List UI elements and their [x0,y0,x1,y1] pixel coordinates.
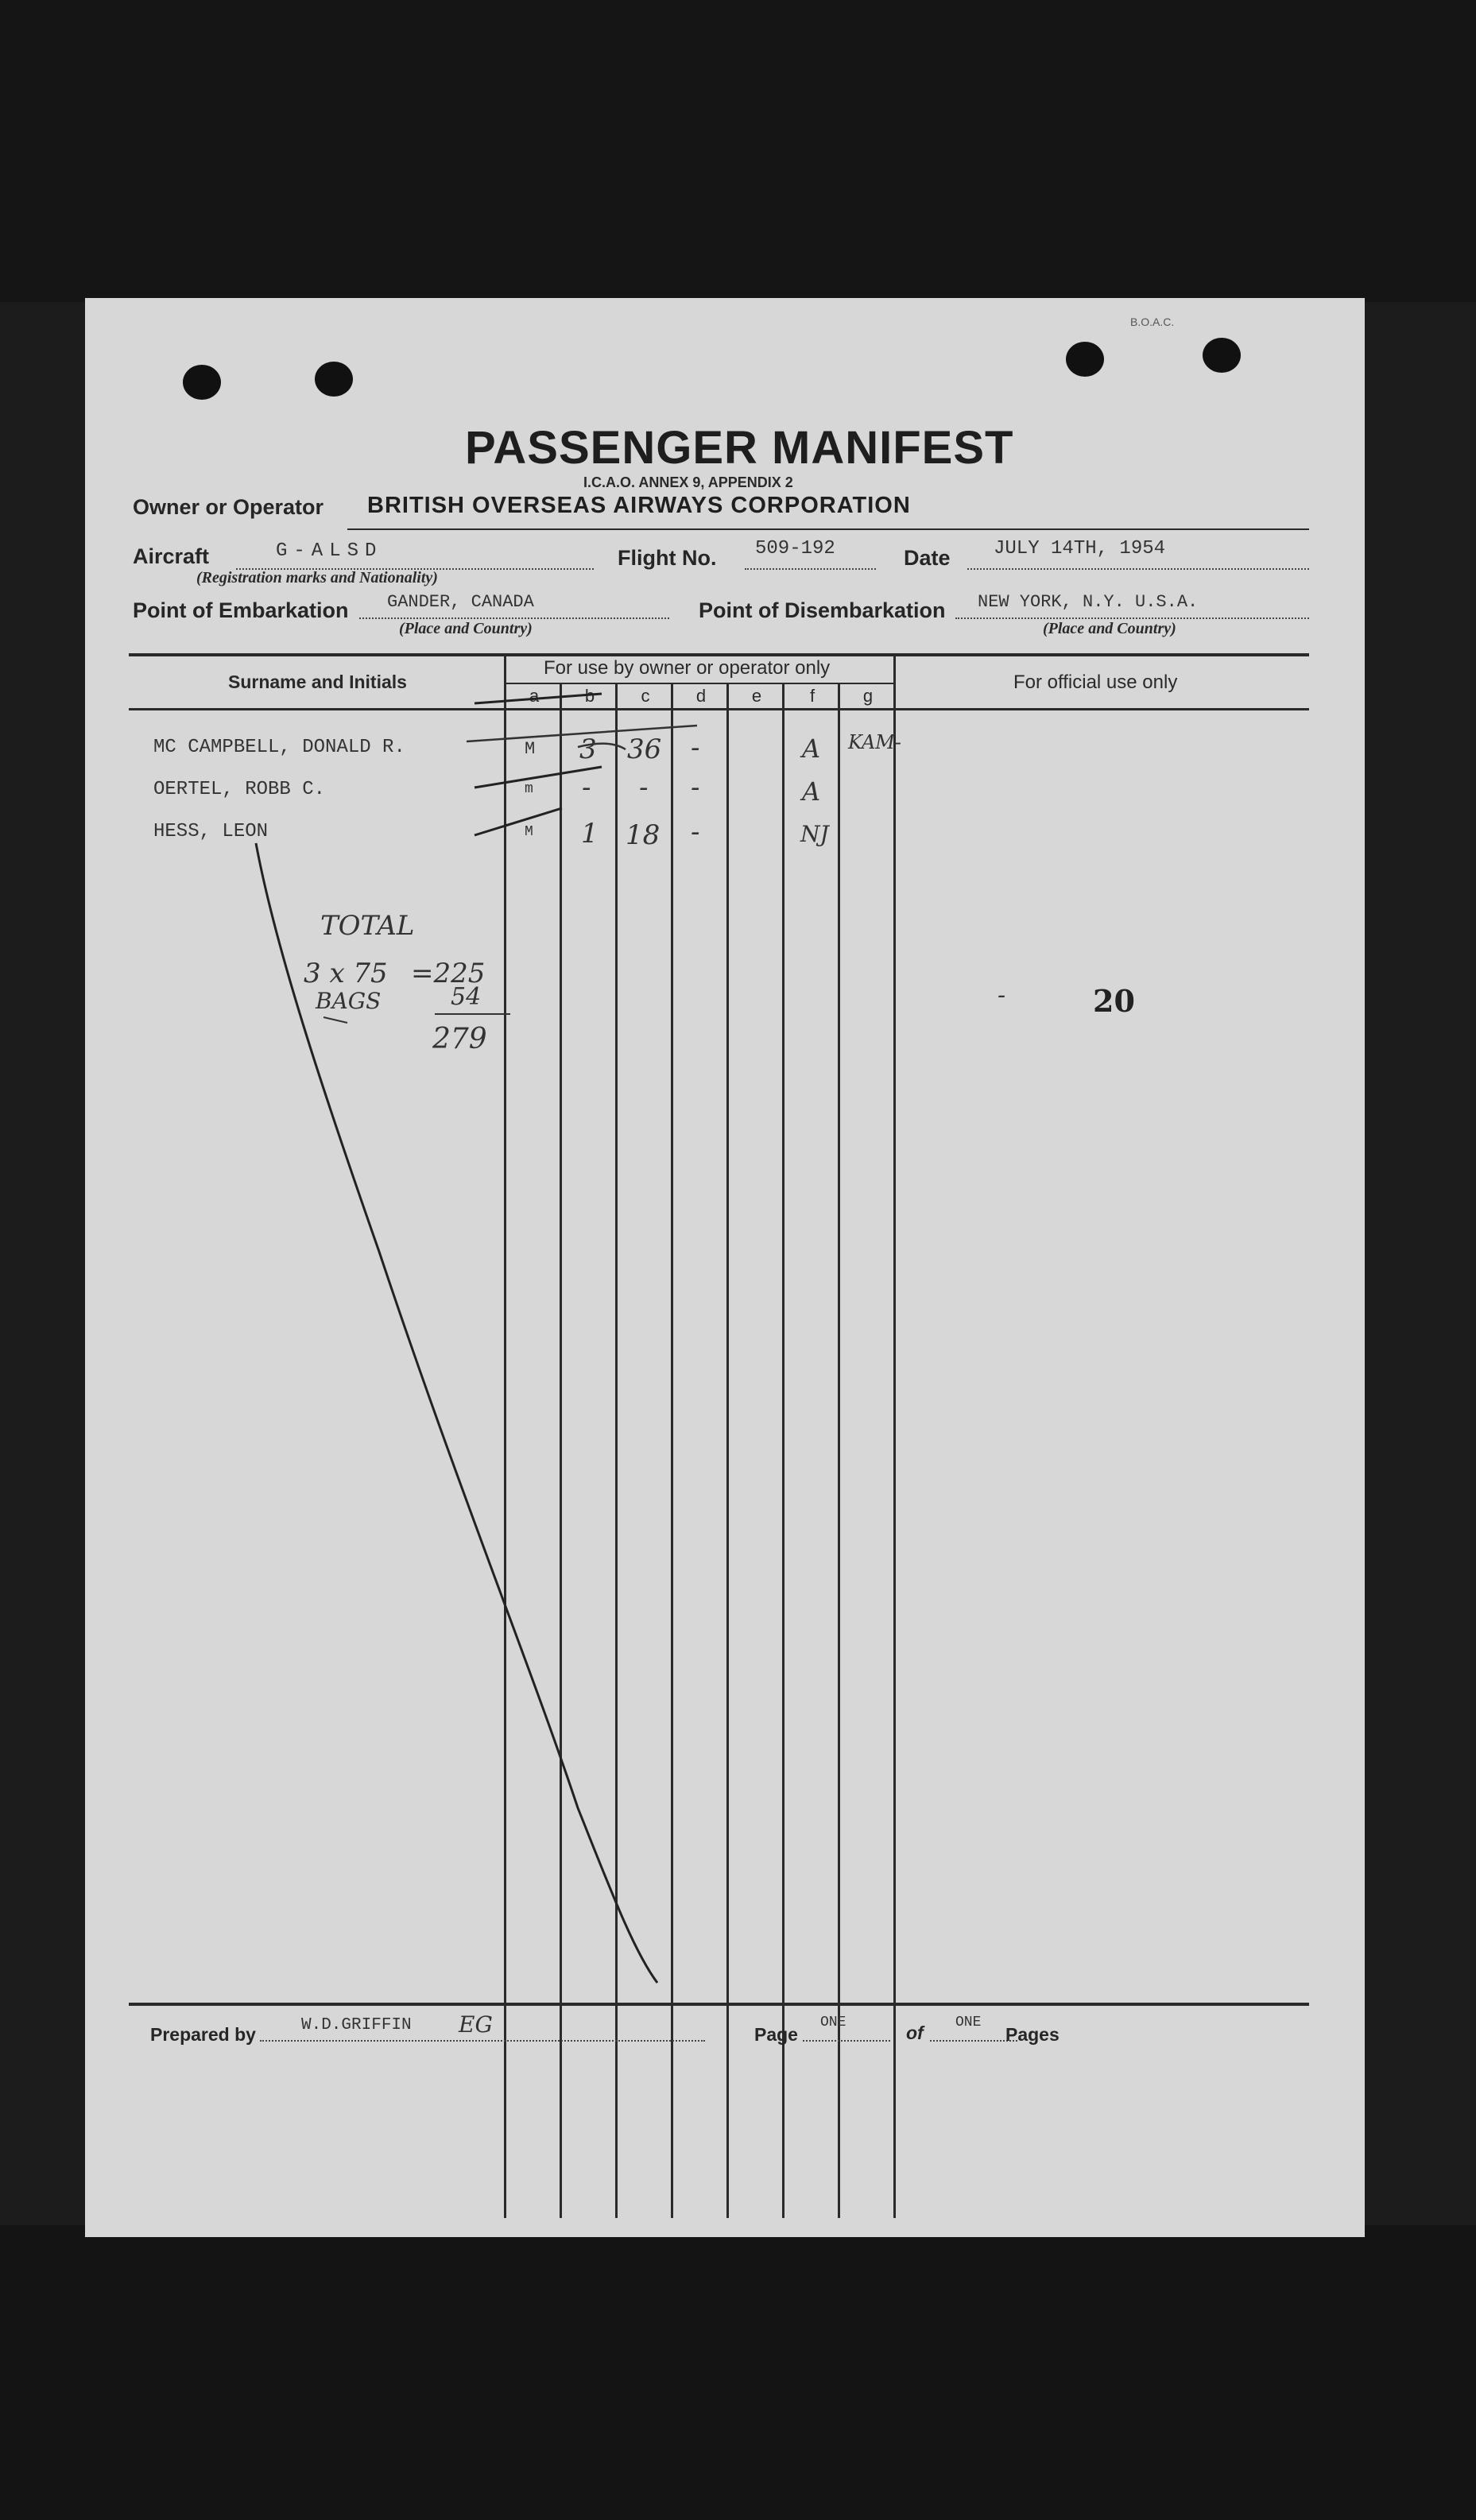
prepared-value: W.D.GRIFFIN [301,2016,412,2034]
cell-b: - [582,772,591,803]
of-label: of [906,2023,924,2043]
note-line2-left: BAGS [316,988,382,1014]
cell-b: 1 [581,818,599,850]
disembarkation-value: NEW YORK, N.Y. U.S.A. [978,592,1199,612]
manifest-sheet [85,298,1365,2237]
page-label: Page [754,2024,798,2045]
passenger-name: OERTEL, ROBB C. [153,779,326,800]
page-rule [803,2040,890,2042]
operator-value: BRITISH OVERSEAS AIRWAYS CORPORATION [367,493,911,518]
aircraft-label: Aircraft [133,544,210,568]
official-mark: 20 [1093,983,1135,1019]
cell-d: - [691,732,700,764]
underline-stroke [323,1017,347,1023]
embarkation-value: GANDER, CANADA [387,592,534,612]
pen-strokes [85,298,1365,2237]
cell-f: NJ [800,821,829,847]
cell-a: M [525,739,536,759]
disembarkation-label: Point of Disembarkation [699,598,946,622]
page-title: PASSENGER MANIFEST [465,422,1014,474]
slash-stroke [256,843,657,1983]
cell-d: - [691,816,700,848]
strike-stroke [475,694,602,703]
page-value: ONE [820,2015,846,2030]
note-line1-right: =225 [411,958,486,989]
passenger-name: MC CAMPBELL, DONALD R. [153,737,405,758]
flight-label: Flight No. [618,546,717,570]
note-line1-left: 3 x 75 [304,958,388,989]
subcol-d: d [695,686,707,706]
cell-d: - [691,772,700,803]
disembarkation-hint: (Place and Country) [1043,620,1176,637]
strike-stroke [475,767,602,788]
note-sum: 279 [432,1023,487,1055]
prepared-initials: EG [459,2011,493,2038]
cell-f: A [802,776,821,807]
subcol-b: b [584,686,595,706]
subcol-c: c [641,686,650,706]
note-total: TOTAL [320,910,415,942]
page-subtitle: I.C.A.O. ANNEX 9, APPENDIX 2 [583,474,793,490]
subcol-f: f [809,686,815,706]
passenger-name: HESS, LEON [153,821,269,842]
cell-c: 18 [626,819,661,851]
prepared-rule [260,2040,705,2042]
cell-c: - [639,772,649,803]
corner-stamp: B.O.A.C. [1130,315,1175,328]
subcol-g: g [862,686,874,706]
date-value: JULY 14TH, 1954 [994,538,1166,559]
cell-a: m [525,781,533,797]
prepared-label: Prepared by [150,2024,256,2045]
cell-b: 3 [579,734,597,765]
operator-label: Owner or Operator [133,495,324,519]
col-operator-header: For use by owner or operator only [544,657,831,679]
strike-stroke [475,808,562,835]
subcol-e: e [751,686,762,706]
background-top [0,0,1476,302]
table-bottom-rule [129,2003,1309,2006]
cell-c: 36 [627,734,662,765]
of-rule [930,2040,1017,2042]
embarkation-hint: (Place and Country) [399,620,533,637]
strike-stroke [467,726,697,741]
cell-g: KAM- [848,731,901,753]
col-name-header: Surname and Initials [228,672,407,692]
aircraft-value: G-ALSD [276,540,383,562]
col-official-header: For official use only [1013,672,1178,693]
note-line2-right: 54 [451,983,482,1011]
pages-label: Pages [1005,2024,1060,2045]
circle-stroke [578,744,626,749]
embarkation-label: Point of Embarkation [133,598,349,622]
background-bottom [0,2225,1476,2520]
subcol-a: a [529,686,540,706]
cell-a: M [525,824,533,840]
aircraft-hint: (Registration marks and Nationality) [196,569,438,586]
official-dash: - [998,981,1006,1009]
cell-f: A [802,734,821,764]
date-label: Date [904,546,951,570]
of-value: ONE [955,2015,982,2030]
flight-value: 509-192 [755,538,835,559]
